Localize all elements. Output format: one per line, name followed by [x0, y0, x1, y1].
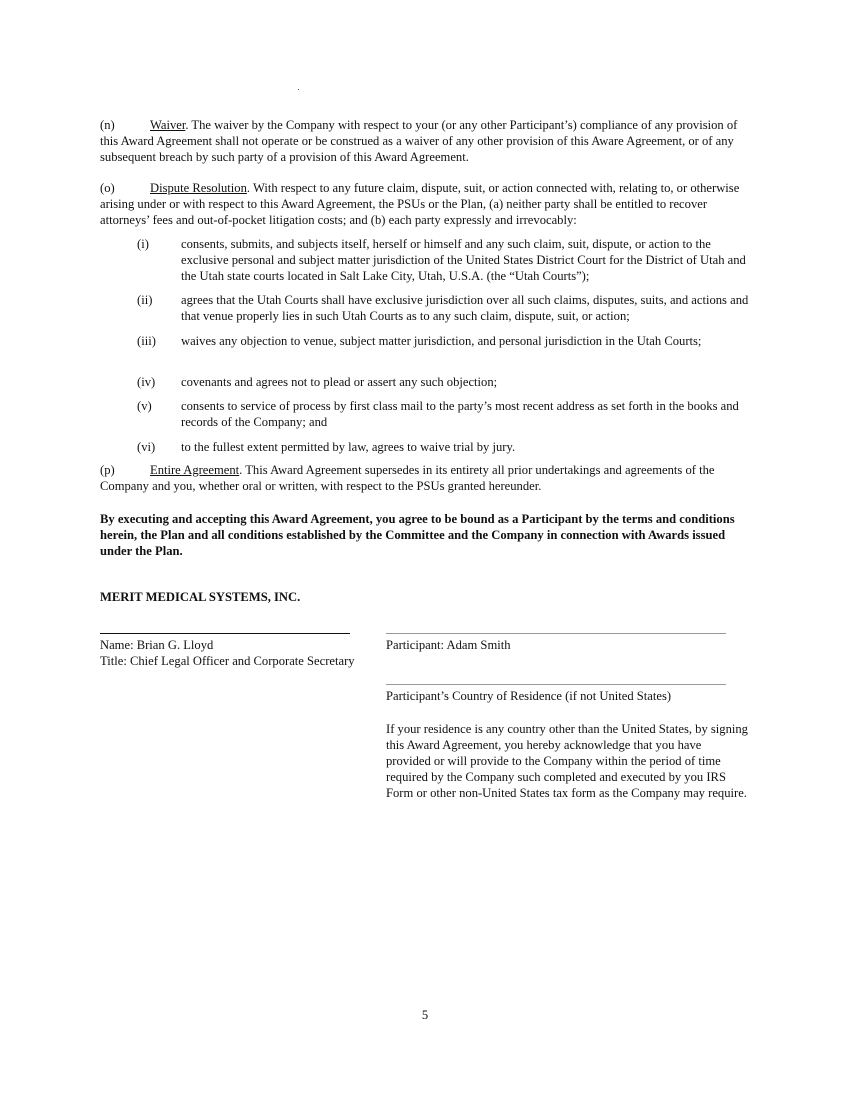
section-heading: Dispute Resolution — [150, 181, 247, 195]
list-item-label: (vi) — [137, 440, 156, 454]
section-body: . The waiver by the Company with respect to your (or any other Participant’s) compliance of any provision of this Award Agreement shall not operate or be construed as a waiver of any other provision of this Aware Agreement, or of any subsequent breach by such party of a provision of this Award Agreement. — [100, 118, 738, 164]
section-body: . With respect to any future claim, dispute, suit, or action connected with, relating to, or otherwise arising under or with respect to this Award Agreement, the PSUs or the Plan, (a) neither party shall be entitled to recover attorneys’ fees and out-of-pocket litigation costs; and (b) each party expressly and irrevocably: — [100, 181, 740, 227]
section-label: (n) — [100, 118, 115, 132]
list-item-text: waives any objection to venue, subject matter jurisdiction, and personal jurisdiction in the Utah Courts; — [181, 334, 702, 348]
document-page — [100, 0, 750, 1100]
list-item-text: covenants and agrees not to plead or assert any such objection; — [181, 375, 498, 389]
list-item-text: consents to service of process by first class mail to the party’s most recent address as set forth in the books and records of the Company; and — [181, 399, 739, 429]
list-item-text: agrees that the Utah Courts shall have exclusive jurisdiction over all such claims, disputes, suits, and actions and that venue properly lies in such Utah Courts as to any such claim, dispute, suit, or action; — [181, 293, 749, 323]
section-label: (p) — [100, 463, 115, 477]
country-of-residence-label: Participant’s Country of Residence (if not United States) — [386, 689, 672, 703]
list-item-text: to the fullest extent permitted by law, agrees to waive trial by jury. — [181, 440, 516, 454]
section-heading: Waiver — [150, 118, 186, 132]
company-signature-line — [100, 633, 350, 634]
country-signature-line — [386, 684, 726, 685]
section-label: (o) — [100, 181, 115, 195]
section-heading: Entire Agreement — [150, 463, 240, 477]
company-name: MERIT MEDICAL SYSTEMS, INC. — [100, 590, 301, 604]
list-item-label: (ii) — [137, 293, 153, 307]
acknowledgement-paragraph: By executing and accepting this Award Agreement, you agree to be bound as a Participant by the terms and conditions herein, the Plan and all conditions established by the Committee and the Company in connection with Awards issued under the Plan. — [100, 512, 735, 558]
section-n-waiver — [100, 117, 750, 165]
section-o-dispute-resolution — [100, 180, 750, 228]
participant-name: Participant: Adam Smith — [386, 638, 511, 652]
list-item-label: (v) — [137, 399, 152, 413]
page-number: 5 — [421, 1008, 429, 1022]
signatory-title: Title: Chief Legal Officer and Corporate Secretary — [100, 654, 355, 668]
section-body: . This Award Agreement supersedes in its entirety all prior undertakings and agreements of the Company and you, whether oral or written, with respect to the PSUs granted hereunder. — [100, 463, 715, 493]
list-item-label: (iii) — [137, 334, 156, 348]
participant-signature-line — [386, 633, 726, 634]
list-item-label: (iv) — [137, 375, 156, 389]
section-p-entire-agreement — [100, 462, 750, 494]
list-item-text: consents, submits, and subjects itself, herself or himself and any such claim, suit, dispute, or action to the exclusive personal and subject matter jurisdiction of the United States District Court for the District of Utah and the Utah state courts located in Salt Lake City, Utah, U.S.A. (the “Utah Courts”); — [181, 237, 746, 283]
stray-mark — [298, 89, 299, 90]
signatory-name: Name: Brian G. Lloyd — [100, 638, 214, 652]
residence-notice: If your residence is any country other than the United States, by signing this Award Agreement, you hereby acknowledge that you have provided or will provide to the Company within the period of time required by the Company such completed and executed by you IRS Form or other non-United States tax form as the Company may require. — [386, 722, 748, 800]
list-item-label: (i) — [137, 237, 149, 251]
